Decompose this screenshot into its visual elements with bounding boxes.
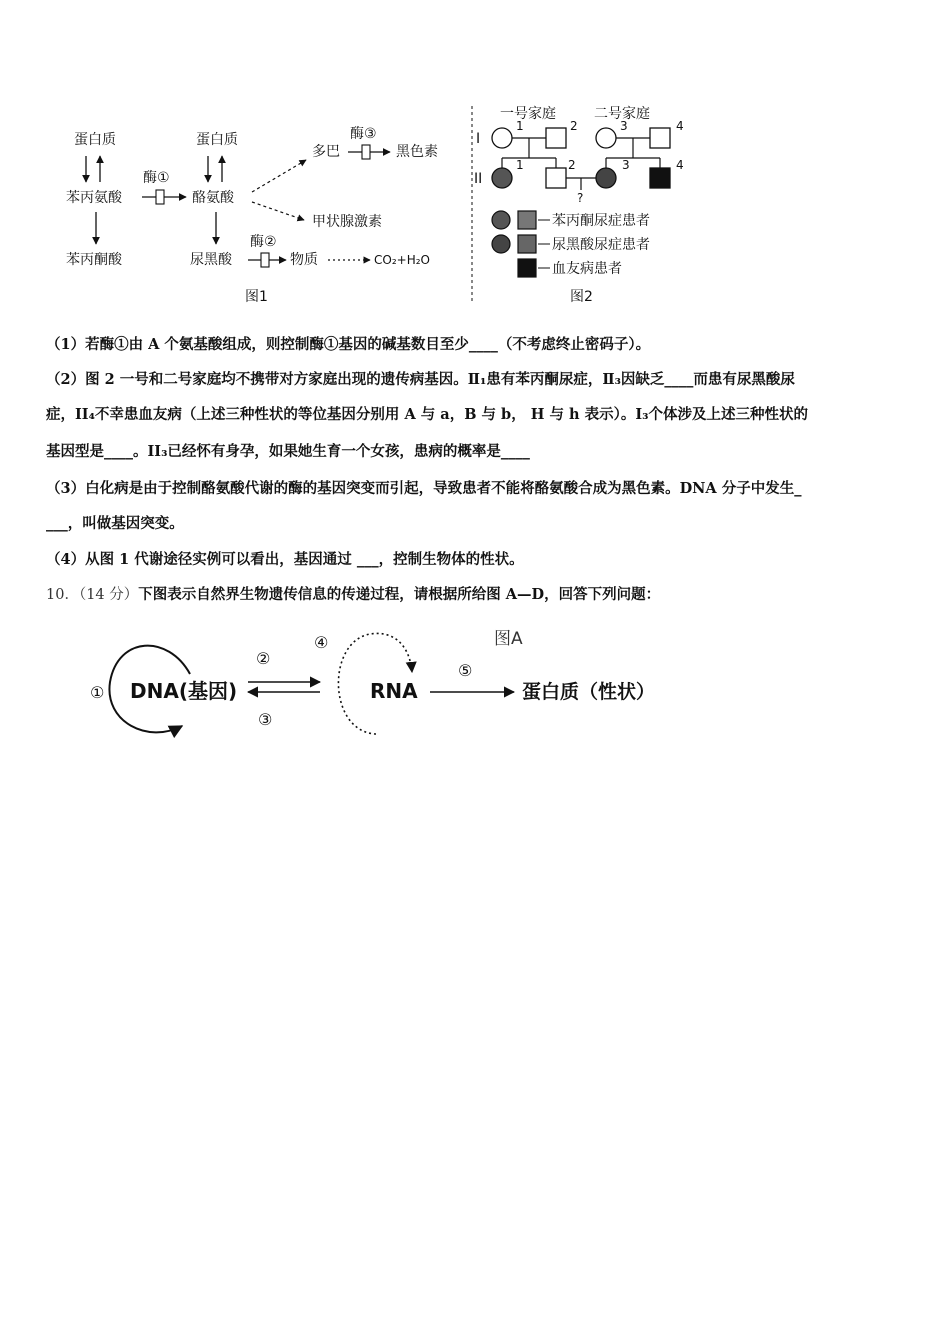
- fig2-gen2: II: [474, 171, 483, 187]
- question-2-line1: （2）图 2 一号和二号家庭均不携带对方家庭出现的遗传病基因。Ⅱ₁患有苯丙酮尿症，Ⅱ₃因缺乏____而患有尿黑酸尿: [46, 371, 795, 388]
- fig2-label-2: 2: [570, 119, 578, 133]
- question-10-text: 下图表示自然界生物遗传信息的传递过程，请根据所给图 A—D，回答下列问题：: [138, 586, 661, 603]
- fig1-caption: 图1: [245, 289, 268, 305]
- fig2-label-ii1: 1: [516, 158, 524, 172]
- fig1-phenylalanine: 苯丙氨酸: [66, 190, 122, 206]
- fig2-label-1: 1: [516, 119, 524, 133]
- fig1-protein-left: 蛋白质: [74, 132, 116, 148]
- fig1-melanin: 黑色素: [396, 144, 438, 160]
- fig2-caption: 图2: [570, 289, 593, 305]
- figA-rna: RNA: [370, 679, 418, 703]
- fig1-enzyme2: 酶②: [250, 234, 277, 250]
- fig1-phenylpyruvate: 苯丙酮酸: [66, 252, 122, 268]
- fig2-gen1: I: [476, 131, 481, 147]
- fig2-family2: 二号家庭: [594, 106, 650, 122]
- metabolism-pedigree-figure: [40, 98, 910, 313]
- fig1-substance: 物质: [290, 252, 318, 268]
- figA-circle3: ③: [258, 710, 273, 729]
- fig2-label-3: 3: [620, 119, 628, 133]
- fig2-label-ii4: 4: [676, 158, 684, 172]
- question-3-line2: ___，叫做基因突变。: [46, 515, 184, 532]
- figA-caption: 图A: [494, 629, 523, 649]
- fig1-thyroxine: 甲状腺激素: [312, 214, 382, 230]
- fig1-protein-mid: 蛋白质: [196, 132, 238, 148]
- question-1: （1）若酶①由 A 个氨基酸组成，则控制酶①基因的碱基数目至少____（不考虑终止密码子）。: [46, 336, 651, 353]
- figA-circle1: ①: [90, 683, 105, 702]
- question-2-line3: 基因型是____。II₃已经怀有身孕，如果她生育一个女孩，患病的概率是____: [46, 443, 530, 460]
- fig2-legend-pku: 苯丙酮尿症患者: [552, 213, 650, 229]
- fig1-homogentisic: 尿黑酸: [190, 252, 232, 268]
- question-10-score: （14 分）: [78, 587, 139, 603]
- fig2-legend-alk: 尿黑酸尿症患者: [552, 237, 650, 253]
- question-2-line2: 症，II₄不幸患血友病（上述三种性状的等位基因分别用 A 与 a，B 与 b， H 与 h 表示）。I₃个体涉及上述三种性状的: [46, 406, 809, 423]
- question-4: （4）从图 1 代谢途径实例可以看出，基因通过 ___，控制生物体的性状。: [46, 551, 524, 568]
- question-10: [46, 585, 660, 605]
- question-10-number: 10．: [46, 587, 79, 603]
- figA-dna: DNA(基因): [130, 679, 238, 703]
- central-dogma-figure: [78, 622, 698, 752]
- fig2-label-ii2: 2: [568, 158, 576, 172]
- fig2-label-4: 4: [676, 119, 684, 133]
- fig2-legend-hemo: 血友病患者: [552, 261, 622, 277]
- fig2-family1: 一号家庭: [500, 106, 556, 122]
- figA-protein: 蛋白质（性状）: [522, 681, 656, 703]
- fig1-tyrosine: 酪氨酸: [192, 190, 234, 206]
- fig2-label-ii3: 3: [622, 158, 630, 172]
- figA-circle5: ⑤: [458, 661, 473, 680]
- question-3-line1: （3）白化病是由于控制酪氨酸代谢的酶的基因突变而引起，导致患者不能将酪氨酸合成为黑色素。DNA 分子中发生_: [46, 480, 802, 497]
- fig1-co2-h2o: CO₂+H₂O: [374, 253, 430, 267]
- fig1-enzyme1: 酶①: [143, 170, 170, 186]
- fig1-enzyme3: 酶③: [350, 126, 377, 142]
- fig1-dopa: 多巴: [312, 144, 340, 160]
- fig2-unknown-child: ?: [577, 191, 584, 205]
- figA-circle2: ②: [256, 649, 271, 668]
- figA-circle4: ④: [314, 633, 329, 652]
